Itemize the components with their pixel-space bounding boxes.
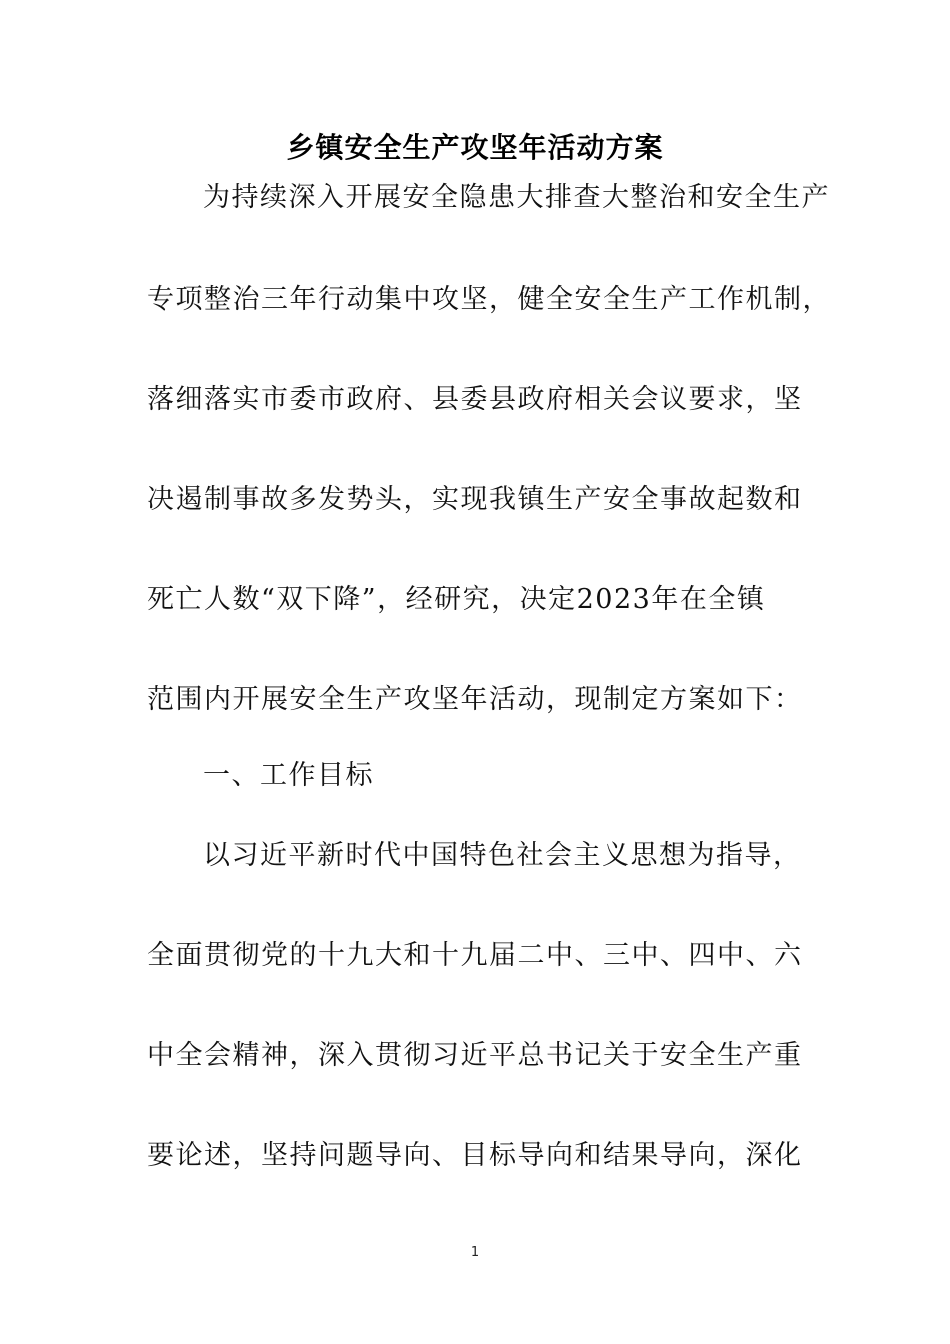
paragraph-line: 落细落实市委市政府、县委县政府相关会议要求，坚 (147, 384, 803, 415)
paragraph-line: 以习近平新时代中国特色社会主义思想为指导， (203, 840, 802, 871)
paragraph-line: 全面贯彻党的十九大和十九届二中、三中、四中、六 (147, 940, 803, 971)
paragraph-line: 要论述，坚持问题导向、目标导向和结果导向，深化 (147, 1140, 803, 1171)
document-title: 乡镇安全生产攻坚年活动方案 (286, 131, 664, 164)
paragraph-line: 范围内开展安全生产攻坚年活动，现制定方案如下： (147, 684, 803, 715)
paragraph-line: 中全会精神，深入贯彻习近平总书记关于安全生产重 (147, 1040, 803, 1071)
paragraph-line: 决遏制事故多发势头，实现我镇生产安全事故起数和 (147, 484, 803, 515)
paragraph-line: 专项整治三年行动集中攻坚，健全安全生产工作机制， (147, 284, 831, 315)
paragraph-line: 死亡人数“双下降”，经研究，决定2023年在全镇 (147, 584, 766, 615)
page-number: 1 (470, 1245, 480, 1260)
paragraph-line: 为持续深入开展安全隐患大排查大整治和安全生产 (203, 182, 830, 213)
section-heading: 一、工作目标 (203, 760, 374, 791)
